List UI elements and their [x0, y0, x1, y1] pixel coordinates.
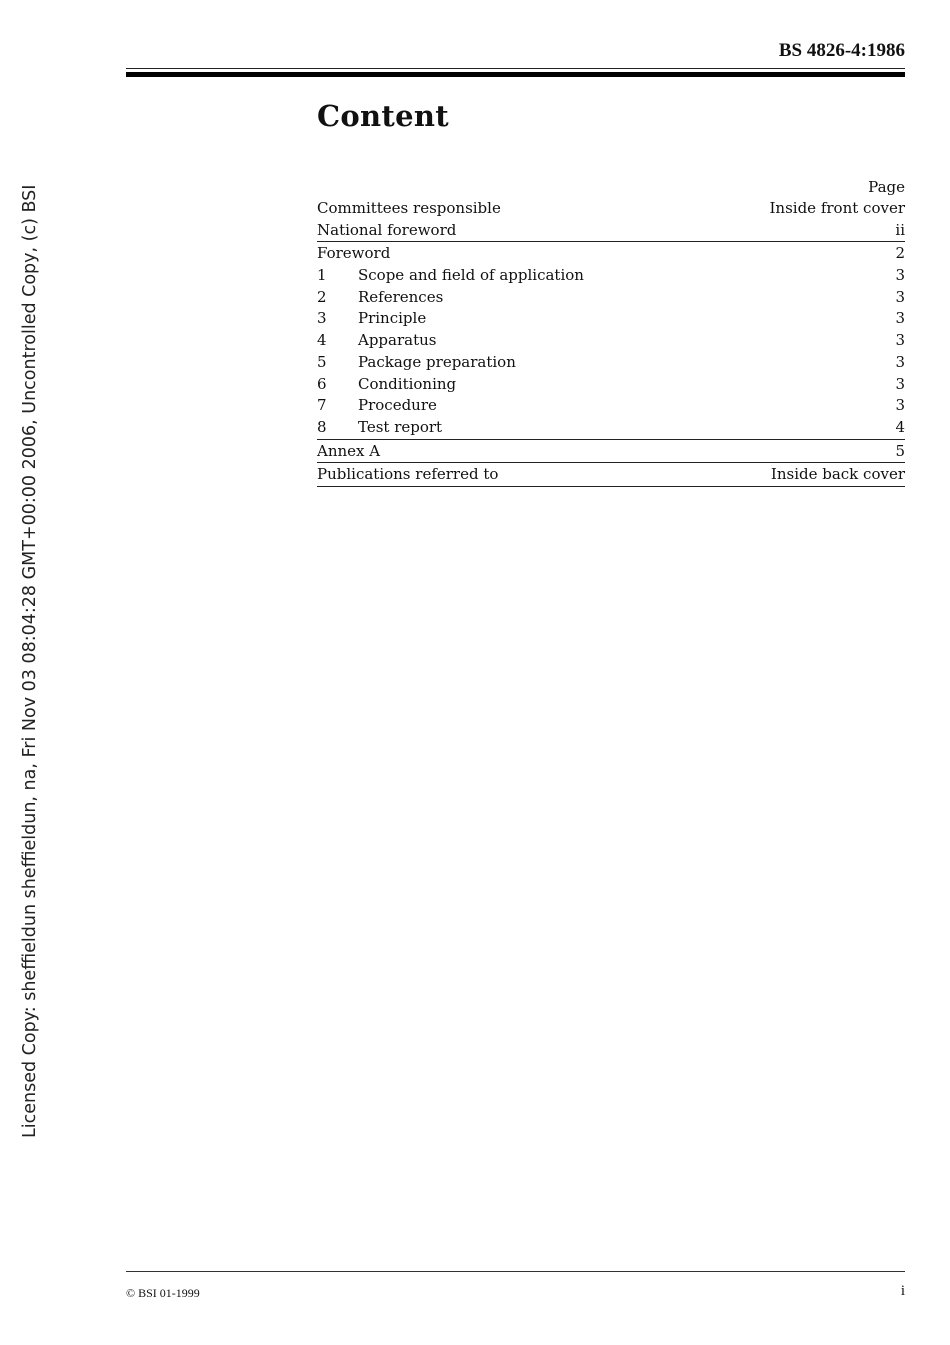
toc-row[interactable] [317, 308, 905, 330]
toc-page: 5 [895, 441, 905, 460]
toc-page: 3 [895, 374, 905, 393]
toc-page: 3 [895, 309, 905, 328]
toc-label: References [358, 287, 444, 306]
toc-page: 3 [895, 266, 905, 285]
toc-label: Conditioning [358, 374, 457, 393]
toc-row[interactable] [317, 198, 905, 220]
toc-clause-number: 4 [317, 331, 327, 350]
toc-label: Procedure [358, 396, 437, 415]
toc-page: 3 [895, 396, 905, 415]
table-of-contents [317, 177, 905, 487]
toc-row[interactable] [317, 330, 905, 352]
toc-row[interactable] [317, 441, 905, 464]
toc-row[interactable] [317, 417, 905, 440]
toc-label: Foreword [317, 244, 391, 263]
toc-label: National foreword [317, 220, 457, 239]
toc-label: Test report [358, 417, 443, 436]
footer-rule [126, 1271, 905, 1272]
toc-label: Annex A [317, 441, 381, 460]
toc-row[interactable] [317, 374, 905, 396]
toc-clause-number: 2 [317, 287, 327, 306]
toc-row[interactable] [317, 243, 905, 265]
toc-page: 3 [895, 352, 905, 371]
header-rule-thick [126, 72, 905, 77]
toc-row[interactable] [317, 395, 905, 417]
toc-page: 2 [895, 244, 905, 263]
toc-row[interactable] [317, 352, 905, 374]
page-title: Content [317, 99, 449, 133]
toc-label: Apparatus [358, 331, 437, 350]
toc-label: Package preparation [358, 352, 516, 371]
toc-clause-number: 1 [317, 266, 327, 285]
toc-label: Principle [358, 309, 427, 328]
header-rule-thin [126, 68, 905, 69]
license-watermark: Licensed Copy: sheffieldun sheffieldun, na, Fri Nov 03 08:04:28 GMT+00:00 2006, Uncontrolled Copy, (c) BSI [20, 184, 40, 1138]
toc-page: 3 [895, 331, 905, 350]
toc-row[interactable] [317, 265, 905, 287]
footer-copyright: © BSI 01-1999 [126, 1286, 200, 1300]
toc-clause-number: 6 [317, 374, 327, 393]
footer-page-number: i [900, 1283, 905, 1299]
toc-clause-number: 3 [317, 309, 327, 328]
toc-page: Inside back cover [770, 465, 905, 484]
toc-page: 3 [895, 287, 905, 306]
toc-clause-number: 8 [317, 417, 327, 436]
toc-label: Publications referred to [317, 465, 499, 484]
toc-clause-number: 5 [317, 352, 327, 371]
toc-page-column-header: Page [868, 178, 905, 196]
toc-label: Committees responsible [317, 199, 501, 217]
toc-page: Inside front cover [769, 199, 905, 217]
toc-row[interactable] [317, 220, 905, 243]
toc-row[interactable] [317, 464, 905, 487]
toc-page: ii [895, 220, 905, 239]
toc-row[interactable] [317, 287, 905, 309]
toc-label: Scope and field of application [358, 266, 584, 285]
toc-page: 4 [895, 417, 905, 436]
document-id: BS 4826-4:1986 [778, 40, 905, 61]
toc-clause-number: 7 [317, 396, 327, 415]
